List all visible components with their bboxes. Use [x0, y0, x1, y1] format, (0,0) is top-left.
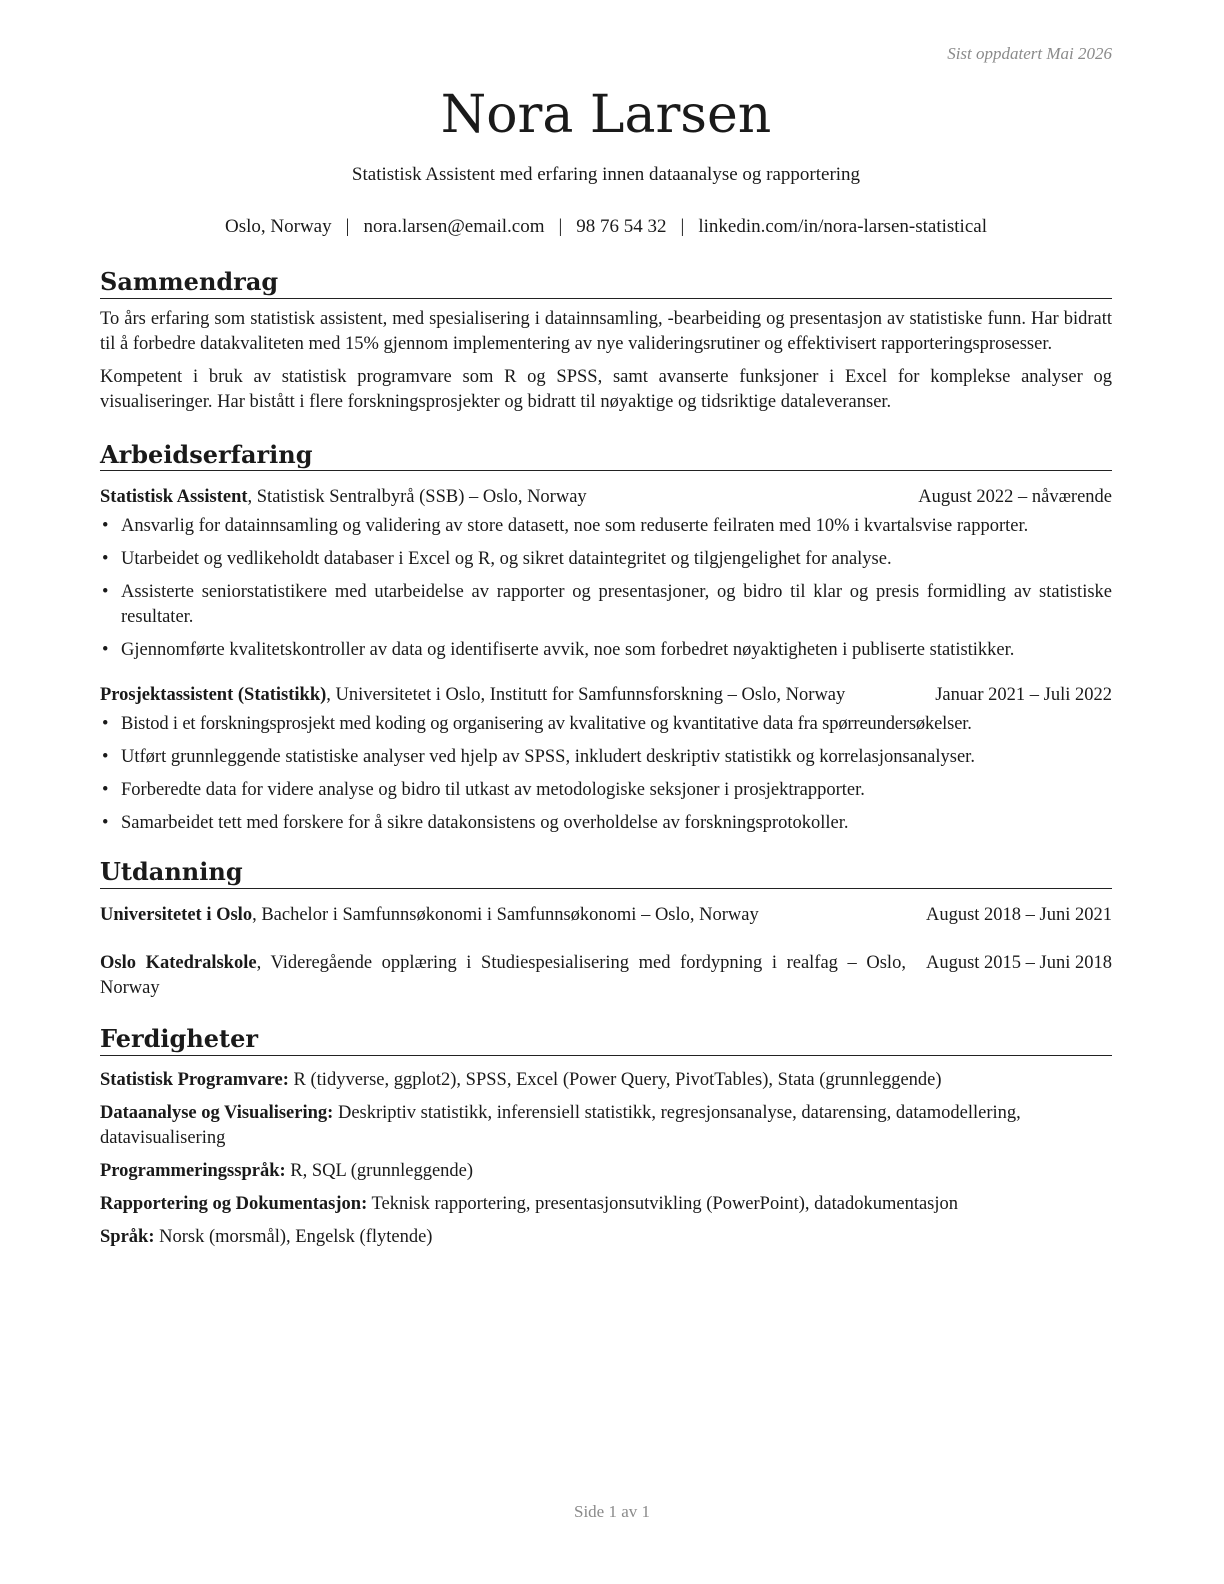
job-entry	[100, 485, 1112, 663]
education-dates: August 2018 – Juni 2021	[925, 905, 1112, 926]
candidate-name: Nora Larsen	[440, 85, 772, 145]
contact-separator: |	[558, 215, 563, 237]
last-updated: Sist oppdatert Mai 2026	[947, 44, 1112, 63]
list-item: • Bistod i et forskningsprosjekt med koding og organisering av kvalitative og kvantitative data fra spørreundersøkelser.	[100, 712, 1112, 737]
job-entry	[100, 683, 1112, 836]
list-item: • Ansvarlig for datainnsamling og validering av store datasett, noe som reduserte feilraten med 10% i kvartalsvise rapporter.	[100, 514, 1112, 539]
education-dates: August 2015 – Juni 2018	[925, 953, 1112, 974]
skill-label: Språk:	[100, 1226, 155, 1247]
skill-row	[100, 1192, 1112, 1217]
tagline: Statistisk Assistent med erfaring innen dataanalyse og rapportering	[351, 163, 861, 185]
list-item: • Gjennomførte kvalitetskontroller av data og identifiserte avvik, noe som forbedret nøyaktigheten i publiserte statistikker.	[100, 638, 1112, 663]
skill-value: Norsk (morsmål), Engelsk (flytende)	[154, 1226, 433, 1247]
education-details: , Bachelor i Samfunnsøkonomi i Samfunnsøkonomi – Oslo, Norway	[252, 905, 759, 926]
skill-value: Teknisk rapportering, presentasjonsutvikling (PowerPoint), datadokumentasjon	[367, 1193, 959, 1214]
job-header	[100, 485, 1112, 510]
skill-value: R, SQL (grunnleggende)	[285, 1160, 474, 1181]
job-dates: Januar 2021 – Juli 2022	[935, 685, 1112, 706]
contact-email[interactable]: nora.larsen@email.com	[363, 215, 545, 237]
section-title-education: Utdanning	[100, 858, 1112, 889]
contact-separator: |	[680, 215, 685, 237]
skill-value: R (tidyverse, ggplot2), SPSS, Excel (Power Query, PivotTables), Stata (grunnleggende)	[288, 1069, 942, 1090]
list-item: • Utarbeidet og vedlikeholdt databaser i Excel og R, og sikret dataintegritet og tilgjengelighet for analyse.	[100, 547, 1112, 572]
education-header	[100, 903, 1112, 928]
contact-location: Oslo, Norway	[225, 215, 332, 237]
job-role: Statistisk Assistent	[100, 487, 248, 508]
job-details: , Statistisk Sentralbyrå (SSB) – Oslo, Norway	[247, 487, 587, 508]
summary-paragraph: Kompetent i bruk av statistisk programvare som R og SPSS, samt avanserte funksjoner i Excel for komplekse analyser og visualiseringer. Har bistått i flere forskningsprosjekter og bidratt til nøyaktige og tidsriktige dataleveranser.	[100, 366, 1112, 412]
job-role: Prosjektassistent (Statistikk)	[100, 685, 327, 706]
education-entry	[100, 903, 1112, 928]
skill-row	[100, 1159, 1112, 1184]
job-dates: August 2022 – nåværende	[918, 487, 1112, 508]
job-bullets	[100, 712, 1112, 836]
list-item: • Forberedte data for videre analyse og bidro til utkast av metodologiske seksjoner i prosjektrapporter.	[100, 778, 1112, 803]
skill-row	[100, 1068, 1112, 1093]
skill-label: Statistisk Programvare:	[100, 1069, 289, 1090]
page-footer: Side 1 av 1	[573, 1502, 651, 1521]
summary-paragraph: To års erfaring som statistisk assistent, med spesialisering i datainnsamling, -bearbeiding og presentasjon av statistiske funn. Har bidratt til å forbedre datakvaliteten med 15% gjennom implementering av nye valideringsrutiner og effektivisert rapporteringsprosesser.	[100, 308, 1112, 354]
education-entry	[100, 951, 1112, 1001]
skill-row	[100, 1101, 1112, 1151]
section-title-summary: Sammendrag	[100, 268, 1112, 299]
list-item: • Assisterte seniorstatistikere med utarbeidelse av rapporter og presentasjoner, og bidro til klar og presis formidling av statistiske resultater.	[100, 580, 1112, 630]
education-header	[100, 951, 1112, 1001]
education-details: , Videregående opplæring i Studiespesialisering med fordypning i realfag – Oslo, Norway	[100, 953, 906, 999]
job-bullets	[100, 514, 1112, 663]
skill-label: Dataanalyse og Visualisering:	[100, 1102, 334, 1123]
skill-row	[100, 1225, 1112, 1250]
section-title-experience: Arbeidserfaring	[100, 441, 1112, 472]
section-title-skills: Ferdigheter	[100, 1025, 1112, 1056]
job-header	[100, 683, 1112, 708]
job-details: , Universitetet i Oslo, Institutt for Samfunnsforskning – Oslo, Norway	[326, 685, 846, 706]
list-item: • Samarbeidet tett med forskere for å sikre datakonsistens og overholdelse av forskningsprotokoller.	[100, 811, 1112, 836]
education-school: Oslo Katedralskole	[100, 953, 257, 974]
skill-value: Deskriptiv statistikk, inferensiell statistikk, regresjonsanalyse, datarensing, datamodellering, datavisualisering	[100, 1102, 1021, 1148]
skill-label: Rapportering og Dokumentasjon:	[100, 1193, 368, 1214]
skill-label: Programmeringsspråk:	[100, 1160, 286, 1181]
list-item: • Utført grunnleggende statistiske analyser ved hjelp av SPSS, inkludert deskriptiv statistikk og korrelasjonsanalyser.	[100, 745, 1112, 770]
contact-separator: |	[345, 215, 350, 237]
resume-content	[100, 0, 1112, 1250]
contact-phone: 98 76 54 32	[576, 215, 667, 237]
contact-line	[100, 216, 1112, 238]
contact-linkedin[interactable]: linkedin.com/in/nora-larsen-statistical	[698, 215, 987, 237]
education-school: Universitetet i Oslo	[100, 905, 253, 926]
